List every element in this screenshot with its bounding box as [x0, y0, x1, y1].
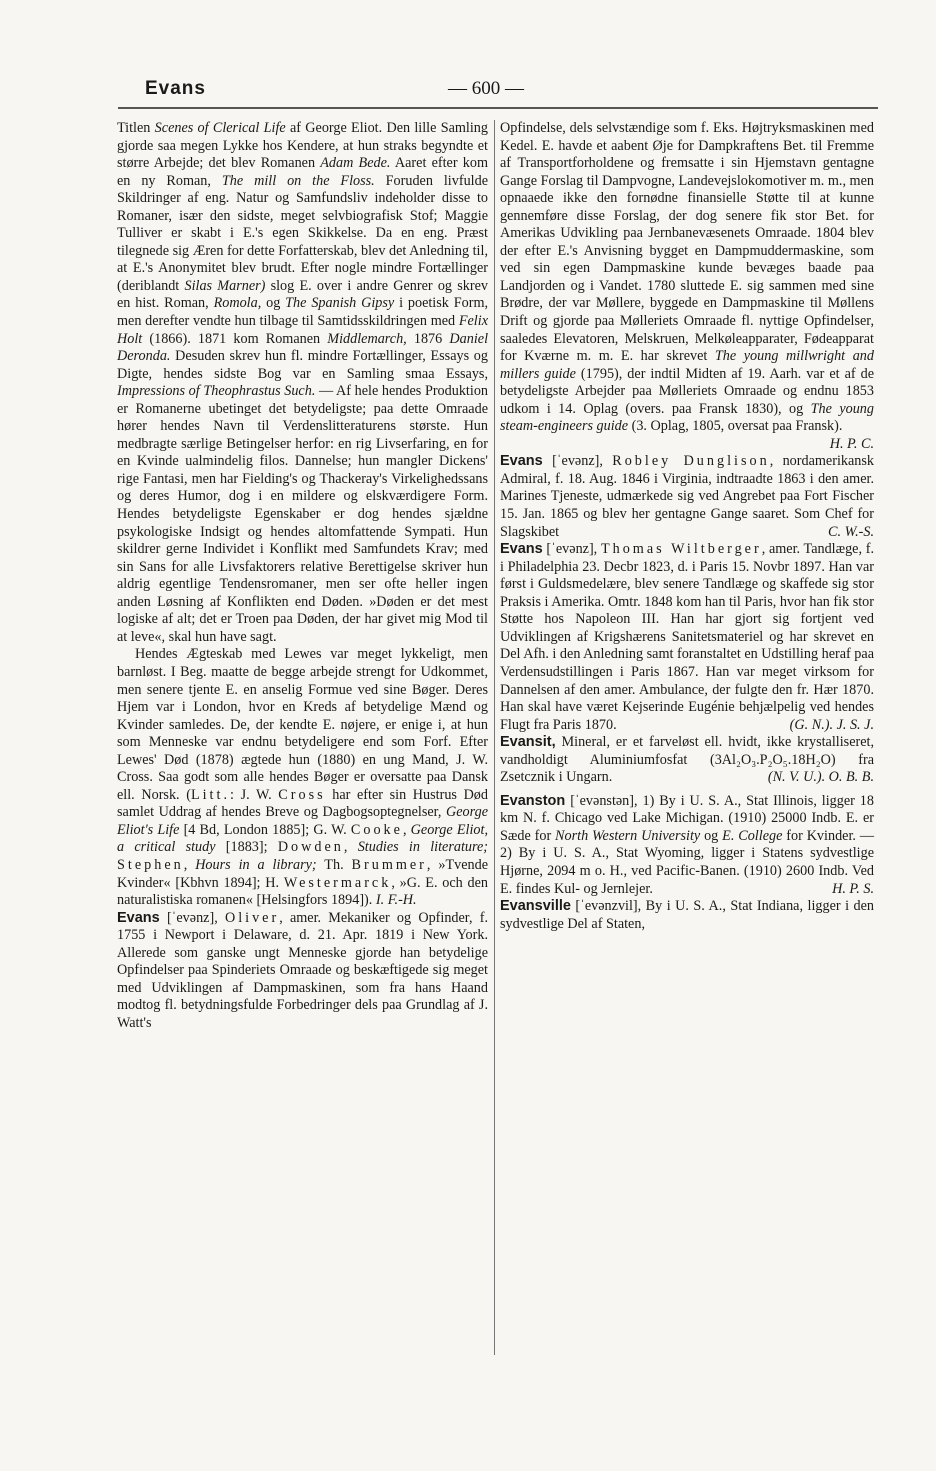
- entry-evans-thomas: Evans [ˈevənz], Thomas Wiltberger, amer. Tandlæge, f. i Philadelphia 23. Decbr 1823, d. i Paris 15. Novbr 1897. Han var først i Guldsmedelære, blev senere Tandlæge og skaffede sig stor Praksis i Amerika. Omtr. 1848 kom han til Paris, hvor han fik stor Støtte hos Napoleon III. Han har gjort sig fortjent ved Udviklingen af Krigshærens Sanitetsmateriel og har skrevet en Del Afh. i den Anledning samt foranstaltet en Udstilling heraf paa Verdensudstillingen i Paris 1867. Han var meget virksom for Dannelsen af den amer. Ambulance, der fulgte den fr. Hær 1870. Han skal have været Kejserinde Eugénie behjælpelig ved hendes Flugt fra Paris 1870. (G. N.). J. S. J.: [500, 541, 874, 733]
- author-signature: (G. N.). J. S. J.: [789, 716, 874, 733]
- author-signature: C. W.-S.: [828, 523, 874, 540]
- entry-evansville: Evansville [ˈevənzvil], By i U. S. A., Stat Indiana, ligger i den sydvestlige Del af Staten,: [500, 898, 874, 932]
- header-rule: [118, 107, 878, 109]
- author-signature: I. F.-H.: [375, 892, 417, 909]
- george-eliot-continuation: Titlen Scenes of Clerical Life af George Eliot. Den lille Samling gjorde saa megen Lykke hos Kendere, at hun straks begyndte et større Arbejde; det blev Romanen Adam Bede. Aaret efter kom en ny Roman, The mill on the Floss. Foruden livfulde Skildringer af eng. Natur og Samfundsliv indeholder disse to Romaner, især den sidste, meget selvbiografisk Stof; Maggie Tulliver er skabt i E.'s egen Skikkelse. Da en eng. Præst tilegnede sig Æren for dette Forfatterskab, blev det Anledning til, at E.'s Anonymitet blev brudt. Efter nogle mindre Fortællinger (deriblandt Silas Marner) slog E. over i andre Genrer og skrev en hist. Roman, Romola, og The Spanish Gipsy i poetisk Form, men derefter vendte hun tilbage til Samtidsskildringen med Felix Holt (1866). 1871 kom Romanen Middlemarch, 1876 Daniel Deronda. Desuden skrev hun fl. mindre Fortællinger, Essays og Digte, hendes sidste Bog var en Samling smaa Essays, Impressions of Theophrastus Such. — Af hele hendes Produktion er Romanerne ubetinget det betydeligste; paa dette Omraade hører hendes Navn til Verdenslitteraturens største. Hun medbragte særlige Betingelser herfor: en rig Livserfaring, en for en Kvinde ualmindelig filos. Dannelse; hun mangler Dickens' rige Fantasi, men har Fielding's og Thackeray's Virkelighedssans og deres Humor, dog i en mildere og elskværdigere Form. Hendes betydeligste Egenskaber er dog hendes sjældne psykologiske Indsigt og hendes altomfattende Sympati. Hun skildrer gerne Individet i Konflikt med Samfundets Krav; med sin Sans for alle Livsfaktorers relative Berettigelse skriver hun aldrig egentlige Tendensromaner, men ser ofte heller ingen anden Løsning af Konflikten end Døden. »Døden er det mest logiske af alt; det er Troen paa Døden, der har givet mig Mod til at leve«, skal hun have sagt.: [117, 120, 489, 645]
- page-header: [0, 0, 936, 110]
- eliot-marriage-paragraph: Hendes Ægteskab med Lewes var meget lykkeligt, men barnløst. I Beg. maatte de begge arbejde strengt for Udkommet, men senere tjente E. en anselig Formue ved sine Bøger. Deres Hjem var i London, hvor en Kreds af betydelige Mænd og Kvinder samledes. De, der kendte E. nøjere, er enige i, at hun som Menneske var endnu betydeligere end som Forf. Efter Lewes' Død (1878) ægtede hun (1880) en ung Mand, J. W. Cross. Saa godt som alle hendes Bøger er oversatte paa Dansk ell. Norsk. (Litt.: J. W. Cross har efter sin Hustrus Død samlet Uddrag af hendes Breve og Dagbogsoptegnelser, George Eliot's Life [4 Bd, London 1885]; G. W. Cooke, George Eliot, a critical study [1883]; Dowden, Studies in literature; Stephen, Hours in a library; Th. Brummer, »Tvende Kvinder« [Kbhvn 1894]; H. Westermarck, »G. E. och den naturalistiska romanen« [Helsingfors 1894]). I. F.-H.: [117, 646, 489, 909]
- entry-evans-oliver: Evans [ˈevənz], Oliver, amer. Mekaniker og Opfinder, f. 1755 i Newport i Delaware, d. 21. Apr. 1819 i New York. Allerede som ganske ungt Menneske gjorde han betydelige Opfindelser paa Spinderiets Omraade og beskæftigede sig meget med Udviklingen af Dampmaskinen, som fra hans Haand modtog fl. betydningsfulde Forbedringer dels paa Grundlag af J. Watt's: [117, 909, 488, 1031]
- entry-headword: Evansit,: [500, 734, 556, 751]
- entry-headword: Evansville: [500, 898, 571, 915]
- column-divider: [494, 120, 495, 1355]
- entry-headword: Evanston: [500, 792, 566, 809]
- author-signature: H. P. S.: [832, 880, 874, 897]
- running-head-word: Evans: [145, 78, 206, 99]
- left-column: [117, 120, 488, 1032]
- entry-evanston: Evanston [ˈevənstən], 1) By i U. S. A., Stat Illinois, ligger 18 km N. f. Chicago ved Lake Michigan. (1910) 25000 Indb. E. er Sæde for North Western University og E. College for Kvinder. — 2) By i U. S. A., Stat Wyoming, ligger i Statens sydvestlige Hjørne, 2094 m o. H., ved Pacific-Banen. (1910) 2600 Indb. Ved E. findes Kul- og Jernlejer. H. P. S.: [500, 792, 875, 897]
- entry-headword: Evans: [500, 541, 543, 558]
- author-signature: H. P. C.: [829, 435, 874, 452]
- page-number: — 600 —: [448, 78, 524, 99]
- entry-evansit: Evansit, Mineral, er et farveløst ell. hvidt, ikke krystalliseret, vandholdigt Aluminiumfosfat (3Al₂O₃.P₂O₅.18H₂O) fra Zsetcznik i Ungarn. (N. V. U.). O. B. B.: [500, 734, 874, 786]
- entry-headword: Evans: [500, 453, 543, 470]
- right-column: [500, 120, 874, 933]
- entry-evans-robley: Evans [ˈevənz], Robley Dunglison, nordamerikansk Admiral, f. 18. Aug. 1846 i Virginia, indtraadte 1863 i den amer. Marines Tjeneste, udmærkede sig ved Angrebet paa Fort Fischer 15. Jan. 1865 og blev her gentagne Gange saaret. Som Chef for Slagskibet C. W.-S.: [500, 453, 874, 540]
- author-signature: (N. V. U.). O. B. B.: [767, 769, 874, 786]
- entry-headword: Evans: [117, 909, 160, 926]
- oliver-evans-continuation: Opfindelse, dels selvstændige som f. Eks. Højtryksmaskinen med Kedel. E. havde et aabent Øje for Dampkraftens Bet. til Fremme af Transportforholdene og fremsatte i sin Hjemstavn gentagne Gange Forslag til Dampvogne, Landevejslokomotiver m. m., men opnaaede ikke den fornødne finansielle Støtte til at kunne gennemføre disse Forslag, der dog senere fik stor Bet. for Amerikas Udvikling paa Jernbanevæsenets Omraade. 1804 blev der efter E.'s Anvisning bygget en Dampmuddermaskine, som ved sin egen Dampmaskine kunde bevæges baade paa Landjorden og i Vandet. 1780 sluttede E. sig sammen med sine Brødre, der var Møllere, byggede en Dampmaskine til Møllens Drift og gjorde paa Mølleriets Omraade fl. nyttige Opfindelser, saaledes Elevatoren, Melskruen, Melkøleapparater, Fødeapparat for Kværne m. m. E. har skrevet The young millwright and millers guide (1795), der indtil Midten af 19. Aarh. var et af de betydeligste Arbejder paa Mølleriets Omraade og endnu 1853 udkom i 14. Oplag (overs. paa Fransk 1830), og The young steam-engineers guide (3. Oplag, 1805, oversat paa Fransk). H. P. C.: [500, 120, 874, 452]
